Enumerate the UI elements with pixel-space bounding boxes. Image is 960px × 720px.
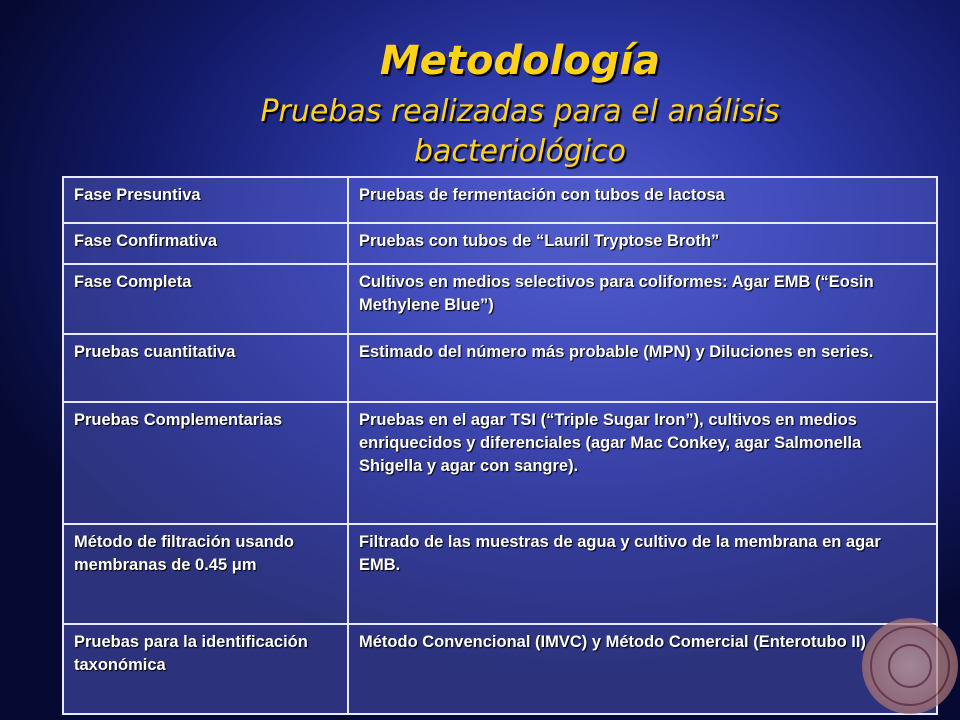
description-cell: Pruebas de fermentación con tubos de lactosa (348, 177, 937, 223)
phase-cell: Pruebas cuantitativa (63, 334, 348, 402)
phase-cell: Pruebas Complementarias (63, 402, 348, 524)
methodology-table (62, 176, 938, 715)
description-cell: Estimado del número más probable (MPN) y Diluciones en series. (348, 334, 937, 402)
university-seal-icon (862, 618, 958, 714)
description-cell: Pruebas en el agar TSI (“Triple Sugar Iron”), cultivos en medios enriquecidos y diferenciales (agar Mac Conkey, agar Salmonella Shigella y agar con sangre). (348, 402, 937, 524)
table-row (63, 177, 937, 223)
description-cell: Método Convencional (IMVC) y Método Comercial (Enterotubo II) (348, 624, 937, 714)
phase-cell: Fase Completa (63, 264, 348, 334)
table-row (63, 402, 937, 524)
phase-cell: Fase Presuntiva (63, 177, 348, 223)
seal-inner-ring (888, 644, 932, 688)
description-cell: Filtrado de las muestras de agua y cultivo de la membrana en agar EMB. (348, 524, 937, 624)
description-cell: Cultivos en medios selectivos para coliformes: Agar EMB (“Eosin Methylene Blue”) (348, 264, 937, 334)
phase-cell: Método de filtración usando membranas de 0.45 μm (63, 524, 348, 624)
table-row (63, 334, 937, 402)
table-row (63, 524, 937, 624)
page-title: Metodología (379, 38, 661, 84)
page-subtitle (200, 92, 840, 172)
subtitle-line-2: bacteriológico (413, 134, 627, 169)
table-row (63, 624, 937, 714)
phase-cell: Fase Confirmativa (63, 223, 348, 264)
subtitle-line-1: Pruebas realizadas para el análisis (260, 94, 780, 129)
table-row (63, 223, 937, 264)
table-row (63, 264, 937, 334)
description-cell: Pruebas con tubos de “Lauril Tryptose Broth” (348, 223, 937, 264)
phase-cell: Pruebas para la identificación taxonómica (63, 624, 348, 714)
